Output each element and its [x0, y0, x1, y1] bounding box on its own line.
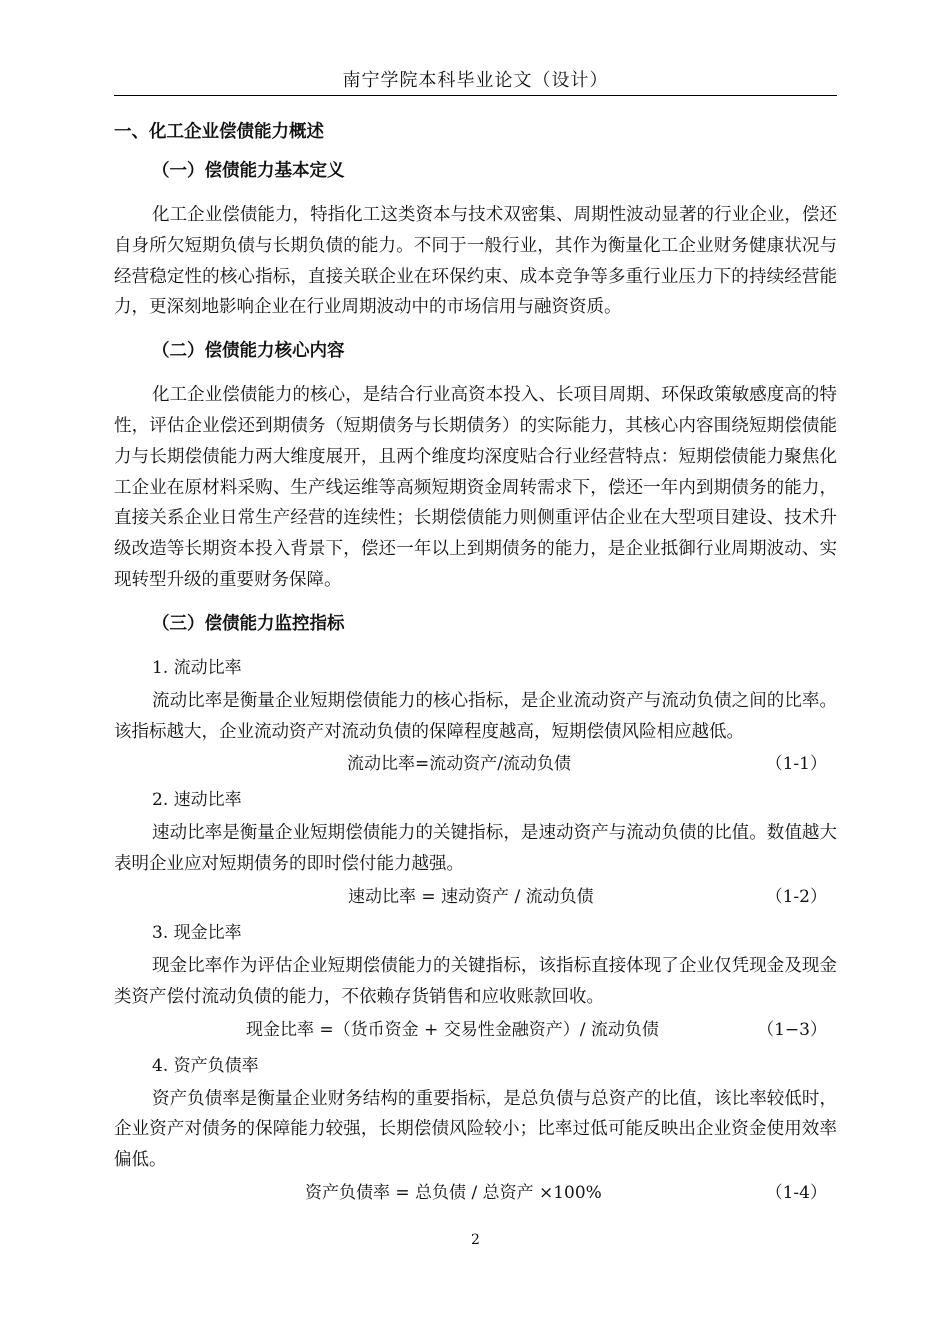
equation-number: （1-1）	[765, 754, 827, 775]
indicator-heading: 3. 现金比率	[152, 922, 242, 943]
formula: 流动比率=流动资产/流动负债	[347, 754, 571, 775]
paragraph: 资产负债率是衡量企业财务结构的重要指标，是总负债与总资产的比值，该比率较低时，企业资产对债务的保障能力较强，长期偿债风险较小；比率过低可能反映出企业资金使用效率偏低。	[114, 1088, 837, 1171]
equation-number: （1−3）	[757, 1019, 827, 1040]
indicator-heading: 1. 流动比率	[152, 657, 242, 678]
header-rule	[114, 95, 837, 96]
subsection-title: （二）偿债能力核心内容	[152, 341, 345, 362]
paragraph: 速动比率是衡量企业短期偿债能力的关键指标，是速动资产与流动负债的比值。数值越大表明企业应对短期债务的即时偿付能力越强。	[114, 823, 837, 875]
paragraph: 现金比率作为评估企业短期偿债能力的关键指标，该指标直接体现了企业仅凭现金及现金类资产偿付流动负债的能力，不依赖存货销售和应收账款回收。	[114, 955, 837, 1007]
paragraph: 化工企业偿债能力，特指化工这类资本与技术双密集、周期性波动显著的行业企业，偿还自身所欠短期负债与长期负债的能力。不同于一般行业，其作为衡量化工企业财务健康状况与经营稳定性的核心指标，直接关联企业在环保约束、成本竞争等多重行业压力下的持续经营能力，更深刻地影响企业在行业周期波动中的市场信用与融资资质。	[114, 205, 837, 318]
section-title: 一、化工企业偿债能力概述	[114, 122, 324, 142]
indicator-heading: 4. 资产负债率	[152, 1055, 259, 1076]
paragraph: 流动比率是衡量企业短期偿债能力的核心指标，是企业流动资产与流动负债之间的比率。该指标越大，企业流动资产对流动负债的保障程度越高，短期偿债风险相应越低。	[114, 690, 837, 742]
formula-row	[114, 1178, 837, 1208]
indicator-heading: 2. 速动比率	[152, 790, 242, 811]
formula: 资产负债率 = 总负债 / 总资产 ×100%	[305, 1182, 602, 1203]
subsection-title: （三）偿债能力监控指标	[152, 613, 345, 634]
page-number: 2	[471, 1232, 480, 1248]
page-body	[114, 116, 837, 1214]
subsection-title: （一）偿债能力基本定义	[152, 161, 345, 181]
formula-row	[114, 882, 837, 912]
paragraph: 化工企业偿债能力的核心，是结合行业高资本投入、长项目周期、环保政策敏感度高的特性，评估企业偿还到期债务（短期债务与长期债务）的实际能力，其核心内容围绕短期偿债能力与长期偿债能力两大维度展开，且两个维度均深度贴合行业经营特点：短期偿债能力聚焦化工企业在原材料采购、生产线运维等高频短期资金周转需求下，偿还一年内到期债务的能力，直接关系企业日常生产经营的连续性；长期偿债能力则侧重评估企业在大型项目建设、技术升级改造等长期资本投入背景下，偿还一年以上到期债务的能力，是企业抵御行业周期波动、实现转型升级的重要财务保障。	[114, 385, 837, 590]
formula-row	[114, 1015, 837, 1045]
formula: 现金比率 =（货币资金 + 交易性金融资产）/ 流动负债	[246, 1019, 659, 1040]
formula: 速动比率 = 速动资产 / 流动负债	[348, 886, 594, 907]
formula-row	[114, 749, 837, 779]
page-header: 南宁学院本科毕业论文（设计）	[342, 70, 609, 91]
equation-number: （1-4）	[765, 1182, 827, 1203]
equation-number: （1-2）	[765, 886, 827, 907]
